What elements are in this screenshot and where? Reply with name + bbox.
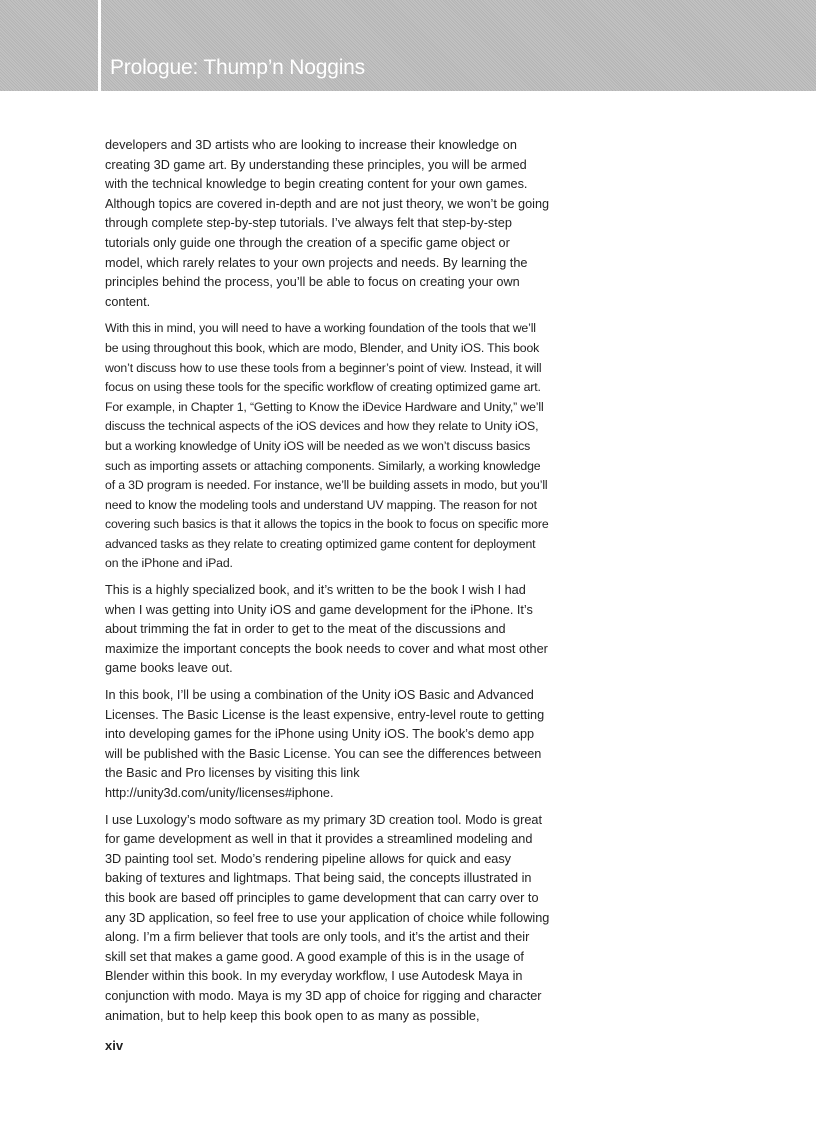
- paragraph-unity-licenses: In this book, I’ll be using a combination of the Unity iOS Basic and Advanced Licenses. The Basic License is the least expensive, entry-level route to getting into developing games for the iPhone using Unity iOS. The book’s demo app will be published with the Basic License. You can see the differences between the Basic and Pro licenses by visiting this link http://unity3d.com/unity/licenses#iphone.: [105, 688, 545, 800]
- chapter-title: Prologue: Thump’n Noggins: [110, 56, 365, 79]
- paragraph-specialized-book: This is a highly specialized book, and it’s written to be the book I wish I had when I was getting into Unity iOS and game development for the iPhone. It’s about trimming the fat in order to get to the meat of the discussions and maximize the important concepts the book needs to cover and what most other game books leave out.: [105, 583, 548, 676]
- paragraph-tools-foundation: With this in mind, you will need to have a working foundation of the tools that we’ll be using throughout this book, which are modo, Blender, and Unity iOS. This book won’t discuss how to use these tools from a beginner’s point of view. Instead, it will focus on using these tools for the specific workflow of creating optimized game art. For example, in Chapter 1, “Getting to Know the iDevice Hardware and Unity,” we’ll discuss the technical aspects of the iOS devices and how they relate to Unity iOS, but a working knowledge of Unity iOS will be needed as we won’t discuss basics such as importing assets or attaching components. Similarly, a working knowledge of a 3D program is needed. For instance, we’ll be building assets in modo, but you’ll need to know the modeling tools and understand UV mapping. The reason for not covering such basics is that it allows the topics in the book to focus on specific more advanced tasks as they relate to creating optimized game content for deployment on the iPhone and iPad.: [105, 321, 549, 571]
- page-number: xiv: [105, 1038, 124, 1053]
- paragraph-intro: developers and 3D artists who are looking to increase their knowledge on creating 3D game art. By understanding these principles, you will be armed with the technical knowledge to begin creating content for your own games. Although topics are covered in-depth and are not just theory, we won’t be going through complete step-by-step tutorials. I’ve always felt that step-by-step tutorials only guide one through the creation of a specific game object or model, which rarely relates to your own projects and needs. By learning the principles behind the process, you’ll be able to focus on creating your own content.: [105, 138, 550, 309]
- paragraph-modo-software: I use Luxology’s modo software as my primary 3D creation tool. Modo is great for game development as well in that it provides a streamlined modeling and 3D painting tool set. Modo’s rendering pipeline allows for quick and easy baking of textures and lightmaps. That being said, the concepts illustrated in this book are based off principles to game development that can carry over to any 3D application, so feel free to use your application of choice while following along. I’m a firm believer that tools are only tools, and it’s the artist and their skill set that makes a game good. A good example of this is in the usage of Blender within this book. In my everyday workflow, I use Autodesk Maya in conjunction with modo. Maya is my 3D app of choice for rigging and character animation, but to help keep this book open to as many as possible,: [105, 812, 550, 1023]
- header-vertical-rule: [98, 0, 101, 91]
- page-body: [105, 136, 551, 1033]
